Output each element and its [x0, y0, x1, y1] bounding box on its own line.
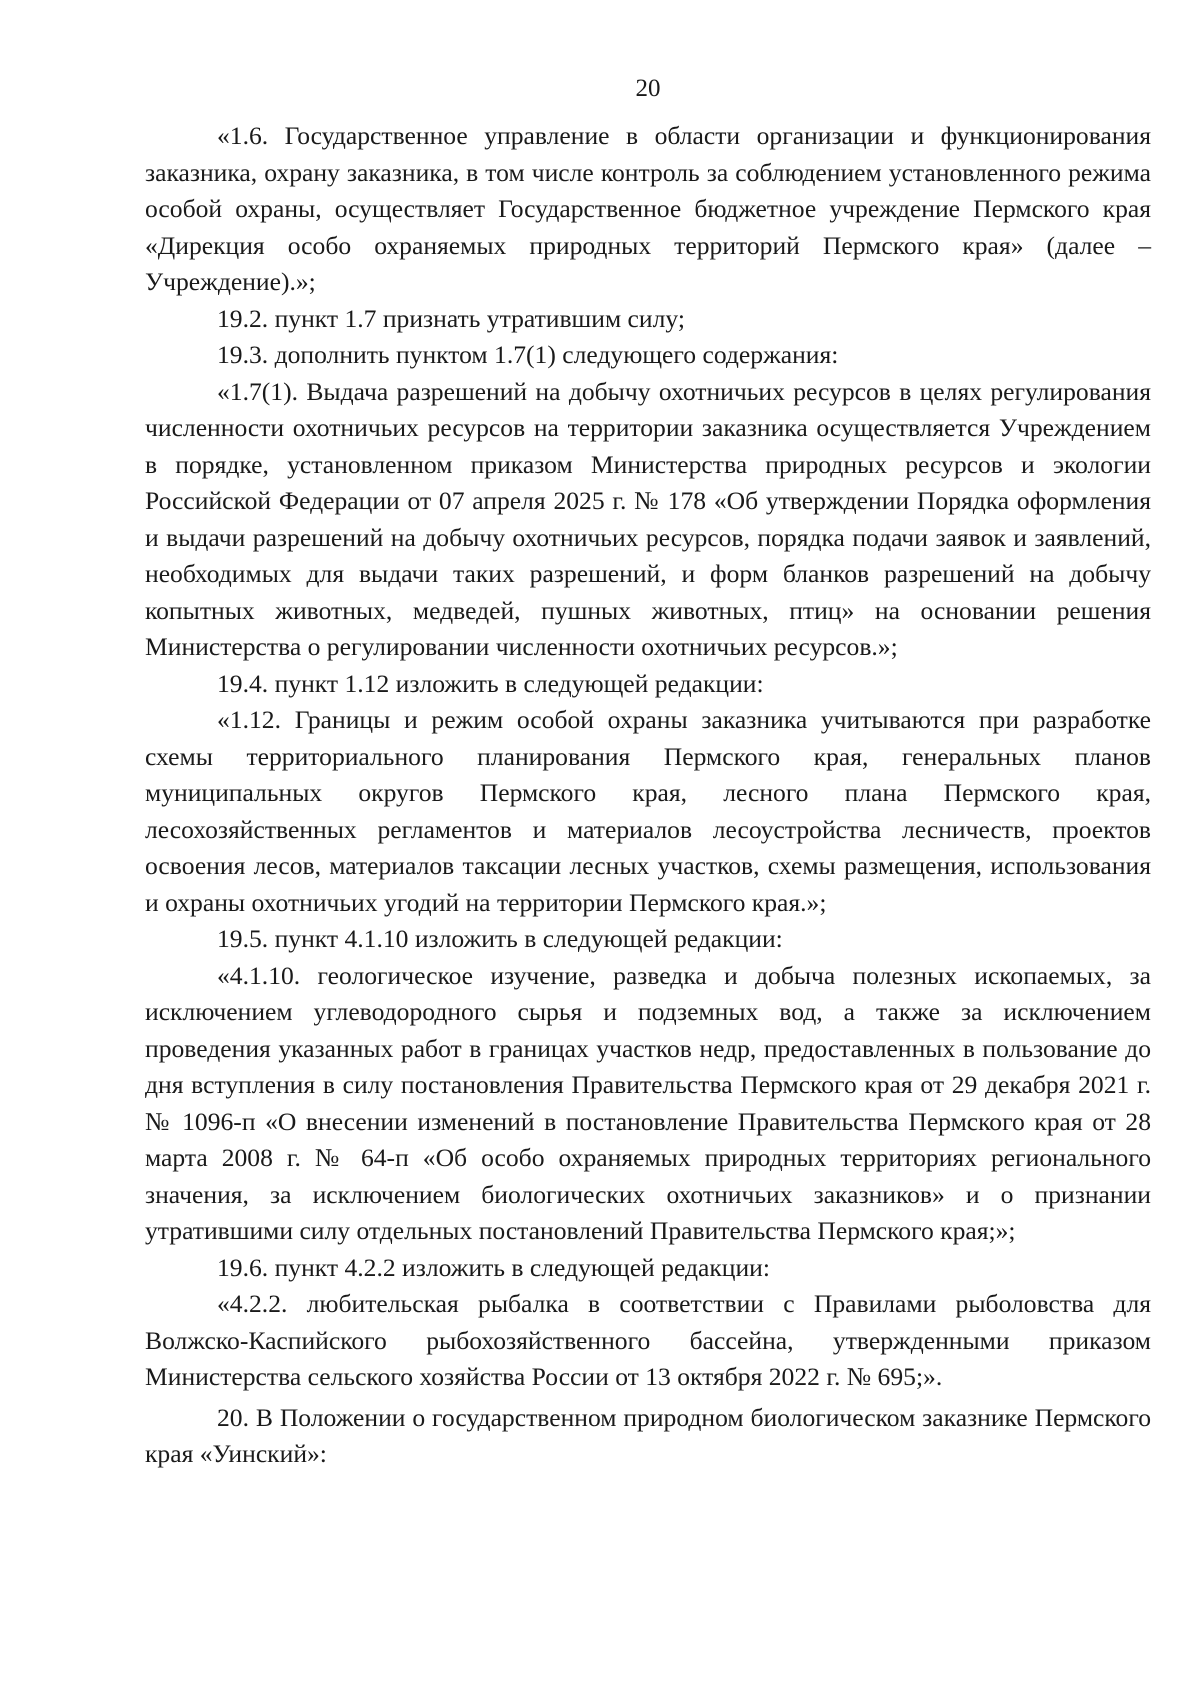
paragraph-20: 20. В Положении о государственном природном биологическом заказнике Пермского края «Уинский»:: [145, 1402, 1151, 1468]
paragraph-4-2-2: «4.2.2. любительская рыбалка в соответствии с Правилами рыболовства для Волжско-Каспийского рыбохозяйственного бассейна, утвержденными приказом Министерства сельского хозяйства России от 13 октября 2022 г. № 695;».: [145, 1289, 1151, 1391]
paragraph-19-2: 19.2. пункт 1.7 признать утратившим силу;: [217, 303, 685, 333]
paragraph-1-7-1: «1.7(1). Выдача разрешений на добычу охотничьих ресурсов в целях регулирования численности охотничьих ресурсов на территории заказника осуществляется Учреждением в порядке, установленном приказом Министерства природных ресурсов и экологии Российской Федерации от 07 апреля 2025 г. № 178 «Об утверждении Порядка оформления и выдачи разрешений на добычу охотничьих ресурсов, порядка подачи заявок и заявлений, необходимых для выдачи таких разрешений, и форм бланков разрешений на добычу копытных животных, медведей, пушных животных, птиц» на основании решения Министерства о регулировании численности охотничьих ресурсов.»;: [145, 376, 1151, 661]
paragraph-1-12: «1.12. Границы и режим особой охраны заказника учитываются при разработке схемы территориального планирования Пермского края, генеральных планов муниципальных округов Пермского края, лесного плана Пермского края, лесохозяйственных регламентов и материалов лесоустройства лесничеств, проектов освоения лесов, материалов таксации лесных участков, схемы размещения, использования и охраны охотничьих угодий на территории Пермского края.»;: [145, 705, 1151, 917]
paragraph-19-6: 19.6. пункт 4.2.2 изложить в следующей редакции:: [217, 1252, 770, 1282]
paragraph-4-1-10: «4.1.10. геологическое изучение, разведка и добыча полезных ископаемых, за исключением углеводородного сырья и подземных вод, а также за исключением проведения указанных работ в границах участков недр, предоставленных в пользование до дня вступления в силу постановления Правительства Пермского края от 29 декабря 2021 г. № 1096-п «О внесении изменений в постановление Правительства Пермского края от 28 марта 2008 г. № 64-п «Об особо охраняемых природных территориях регионального значения, за исключением биологических охотничьих заказников» и о признании утратившими силу отдельных постановлений Правительства Пермского края;»;: [145, 960, 1151, 1245]
paragraph-1-6: «1.6. Государственное управление в области организации и функционирования заказника, охрану заказника, в том числе контроль за соблюдением установленного режима особой охраны, осуществляет Государственное бюджетное учреждение Пермского края «Дирекция особо охраняемых природных территорий Пермского края» (далее – Учреждение).»;: [145, 121, 1151, 296]
paragraph-19-4: 19.4. пункт 1.12 изложить в следующей редакции:: [217, 668, 764, 698]
document-body: [145, 118, 1151, 1473]
page-number: 20: [635, 75, 661, 102]
paragraph-19-5: 19.5. пункт 4.1.10 изложить в следующей редакции:: [217, 924, 783, 953]
paragraph-19-3: 19.3. дополнить пунктом 1.7(1) следующего содержания:: [217, 340, 839, 369]
